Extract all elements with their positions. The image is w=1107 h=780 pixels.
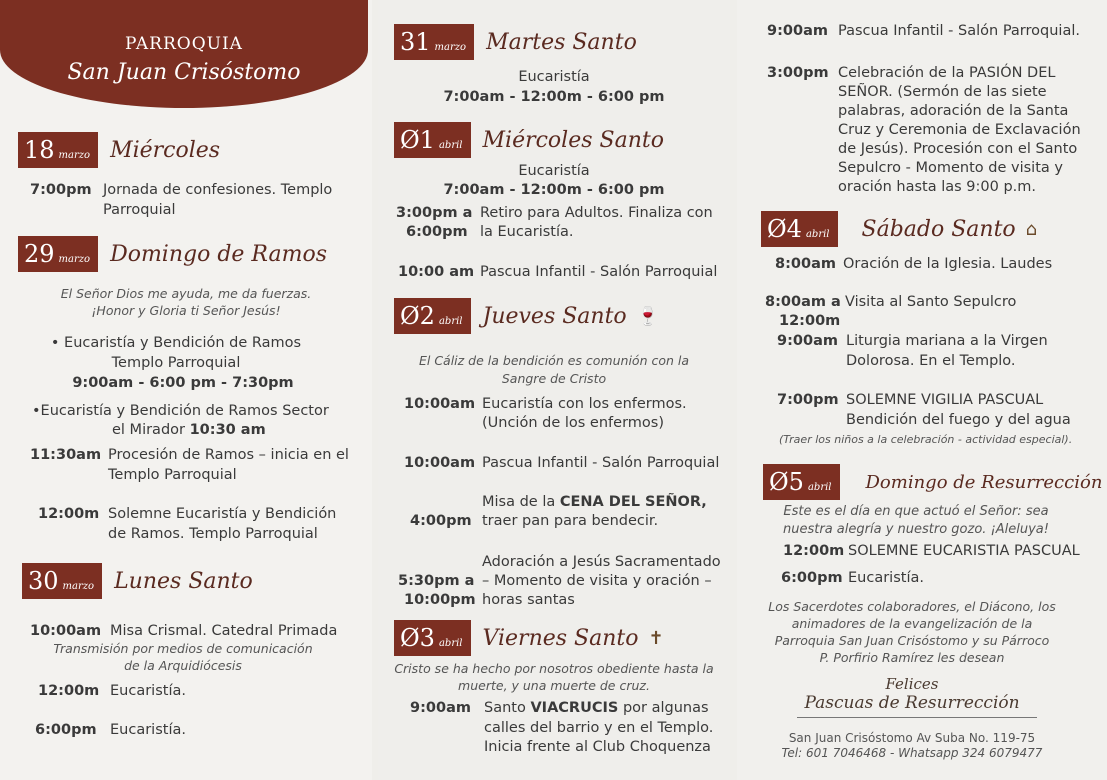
day-name: Domingo de Ramos — [110, 241, 328, 267]
event-desc-text: por algunas — [618, 700, 709, 716]
day-header-18 — [18, 132, 220, 168]
event-time: 12:00m — [38, 683, 100, 699]
event-times: 7:00am - 12:00m - 6:00 pm — [443, 182, 665, 198]
day-header-03 — [394, 620, 664, 656]
date-badge — [394, 298, 471, 334]
event-time: 11:30am — [30, 447, 102, 463]
event-desc: calles del barrio y en el Templo. — [484, 720, 714, 736]
date-month: marzo — [434, 42, 467, 53]
event-time: 10:30 am — [189, 422, 266, 438]
greeting-line2: Pascuas de Resurrección — [804, 693, 1020, 713]
contact-phone: Tel: 601 7046468 - Whatsapp 324 6079477 — [781, 746, 1043, 760]
column-right — [737, 0, 1107, 780]
day-name: Miércoles Santo — [482, 127, 664, 153]
event-time: 10:00am — [404, 455, 476, 471]
column-left — [0, 0, 372, 780]
event-desc: Dolorosa. En el Templo. — [846, 353, 1016, 369]
event-desc: •Eucaristía y Bendición de Ramos Sector — [32, 403, 329, 419]
date-month: marzo — [58, 254, 91, 265]
date-number: Ø3 — [400, 624, 435, 652]
event-desc: Retiro para Adultos. Finaliza con — [480, 205, 713, 221]
quote: Este es el día en que actuó el Señor: sea — [783, 504, 1049, 519]
event-desc: Eucaristía — [518, 163, 590, 179]
event-time: 12:00m — [38, 506, 100, 522]
date-badge — [394, 24, 474, 60]
event-desc: Visita al Santo Sepulcro — [845, 294, 1017, 310]
event-desc: SEÑOR. (Sermón de las siete — [838, 84, 1047, 100]
event-time: 9:00am — [410, 700, 471, 716]
event-note: Transmisión por medios de comunicación — [53, 641, 313, 656]
date-month: marzo — [62, 581, 95, 592]
event-desc: SOLEMNE EUCARISTIA PASCUAL — [848, 543, 1080, 559]
event-desc: Bendición del fuego y del agua — [846, 412, 1071, 428]
quote: El Señor Dios me ayuda, me da fuerzas. — [60, 286, 312, 301]
event-time: 7:00pm — [777, 392, 839, 408]
quote: nuestra alegría y nuestro gozo. ¡Aleluya! — [783, 522, 1049, 537]
event-time: 5:30pm a — [398, 573, 475, 589]
date-badge — [18, 132, 98, 168]
date-month: abril — [805, 229, 830, 240]
date-number: Ø4 — [767, 215, 802, 243]
event-desc: horas santas — [482, 592, 575, 608]
event-desc: Eucaristía. — [110, 683, 186, 699]
footer-text: P. Porfirio Ramírez les desean — [819, 650, 1005, 665]
cross-icon: ✝ — [648, 627, 664, 649]
day-name: Domingo de Resurrección — [865, 471, 1103, 493]
event-time: 10:00pm — [404, 592, 476, 608]
event-time: 3:00pm a — [396, 205, 473, 221]
date-number: 29 — [24, 240, 55, 268]
event-time: 12:00m — [779, 313, 841, 329]
event-desc: oración hasta las 9:00 p.m. — [838, 179, 1036, 195]
event-desc: Misa Crismal. Catedral Primada — [110, 623, 338, 639]
date-badge — [394, 122, 471, 158]
parish-banner — [0, 0, 368, 108]
quote: Cristo se ha hecho por nosotros obediente hasta la — [394, 661, 714, 676]
event-desc-highlight: CENA DEL SEÑOR, — [559, 494, 707, 510]
event-times: 9:00am - 6:00 pm - 7:30pm — [72, 375, 294, 391]
day-name: Viernes Santo — [482, 625, 639, 651]
event-desc-highlight: VIACRUCIS — [530, 700, 619, 716]
event-desc: Inicia frente al Club Choquenza — [484, 739, 711, 755]
event-desc: (Unción de los enfermos) — [482, 415, 664, 431]
day-header-05 — [763, 464, 1102, 500]
date-badge — [18, 236, 98, 272]
date-number: Ø5 — [769, 468, 804, 496]
event-desc: Parroquial — [103, 202, 176, 218]
event-desc: Sepulcro - Momento de visita y — [838, 160, 1063, 176]
event-desc: Liturgia mariana a la Virgen — [846, 333, 1048, 349]
event-time: 12:00m — [783, 543, 845, 559]
day-name: Sábado Santo — [861, 216, 1016, 242]
event-desc: la Eucaristía. — [480, 224, 574, 240]
event-desc: • Eucaristía y Bendición de Ramos — [50, 335, 302, 351]
event-time: 9:00am — [777, 333, 838, 349]
event-time: 4:00pm — [410, 513, 472, 529]
event-desc: Templo Parroquial — [108, 467, 237, 483]
date-badge — [22, 563, 102, 599]
date-month: abril — [807, 482, 832, 493]
event-desc: SOLEMNE VIGILIA PASCUAL — [846, 392, 1044, 408]
event-time: 6:00pm — [781, 570, 843, 586]
day-header-04 — [761, 211, 1037, 247]
event-desc: Oración de la Iglesia. Laudes — [843, 256, 1053, 272]
date-number: 18 — [24, 136, 55, 164]
event-desc: – Momento de visita y oración – — [482, 573, 712, 589]
day-header-31 — [394, 24, 637, 60]
event-desc: Procesión de Ramos – inicia en el — [108, 447, 349, 463]
banner-line2: San Juan Crisóstomo — [67, 60, 301, 85]
event-desc — [482, 492, 707, 512]
event-desc: Pascua Infantil - Salón Parroquial. — [838, 23, 1080, 39]
event-desc: Eucaristía — [518, 69, 590, 85]
banner-line1: PARROQUIA — [125, 34, 243, 54]
event-time: 10:00 am — [398, 264, 475, 280]
day-header-02 — [394, 298, 659, 334]
date-number: 31 — [400, 28, 431, 56]
event-note: (Traer los niños a la celebración - actividad especial). — [779, 433, 1073, 446]
event-desc — [484, 698, 709, 718]
tomb-icon: ⌂ — [1025, 218, 1038, 240]
event-note: de la Arquidiócesis — [124, 658, 242, 673]
event-desc-text: el Mirador — [112, 422, 185, 438]
day-header-30 — [22, 563, 253, 599]
chalice-icon: 🍷 — [636, 305, 660, 327]
event-desc: palabras, adoración de la Santa — [838, 103, 1069, 119]
day-name: Miércoles — [110, 137, 221, 163]
divider — [797, 717, 1037, 718]
day-name: Lunes Santo — [114, 568, 253, 594]
event-time: 3:00pm — [767, 65, 829, 81]
date-badge — [394, 620, 471, 656]
event-desc: traer pan para bendecir. — [482, 513, 659, 529]
date-number: 30 — [28, 567, 59, 595]
event-time: 10:00am — [30, 623, 102, 639]
event-desc: Celebración de la PASIÓN DEL — [838, 65, 1056, 81]
address: San Juan Crisóstomo Av Suba No. 119-75 — [788, 731, 1036, 745]
event-desc: Jornada de confesiones. Templo — [103, 182, 333, 198]
event-desc: Cruz y Ceremonia de Exclavación — [838, 122, 1081, 138]
event-desc — [112, 420, 266, 440]
event-desc: Pascua Infantil - Salón Parroquial — [480, 264, 718, 280]
footer-text: Parroquia San Juan Crisóstomo y su Párroco — [774, 633, 1050, 648]
event-desc-text: Santo — [484, 700, 531, 716]
event-time: 10:00am — [404, 396, 476, 412]
date-number: Ø2 — [400, 302, 435, 330]
event-desc: Eucaristía con los enfermos. — [482, 396, 687, 412]
event-desc: Solemne Eucaristía y Bendición — [108, 506, 337, 522]
quote: muerte, y una muerte de cruz. — [458, 678, 650, 693]
event-time: 6:00pm — [406, 224, 468, 240]
event-desc: Eucaristía. — [110, 722, 186, 738]
event-time: 8:00am a — [765, 294, 841, 310]
event-desc-text: Misa de la — [482, 494, 560, 510]
quote: ¡Honor y Gloria ti Señor Jesús! — [91, 303, 281, 318]
event-time: 8:00am — [775, 256, 836, 272]
day-name: Jueves Santo — [482, 303, 627, 329]
date-month: abril — [438, 140, 463, 151]
date-month: abril — [438, 316, 463, 327]
event-desc: Adoración a Jesús Sacramentado — [482, 554, 721, 570]
event-time: 9:00am — [767, 23, 828, 39]
event-desc: de Ramos. Templo Parroquial — [108, 526, 318, 542]
event-times: 7:00am - 12:00m - 6:00 pm — [443, 89, 665, 105]
quote: El Cáliz de la bendición es comunión con la — [418, 353, 690, 368]
date-number: Ø1 — [400, 126, 435, 154]
date-month: marzo — [58, 150, 91, 161]
greeting-line1: Felices — [885, 675, 939, 693]
event-desc: Pascua Infantil - Salón Parroquial — [482, 455, 720, 471]
date-month: abril — [438, 638, 463, 649]
event-time: 6:00pm — [35, 722, 97, 738]
footer-text: animadores de la evangelización de la — [791, 616, 1033, 631]
event-desc: Templo Parroquial — [111, 355, 241, 371]
day-header-29 — [18, 236, 327, 272]
event-desc: de Jesús). Procesión con el Santo — [838, 141, 1078, 157]
column-middle — [378, 0, 730, 780]
date-badge — [763, 464, 840, 500]
date-badge — [761, 211, 838, 247]
day-header-01 — [394, 122, 664, 158]
quote: Sangre de Cristo — [501, 371, 607, 386]
event-desc: Eucaristía. — [848, 570, 924, 586]
footer-text: Los Sacerdotes colaboradores, el Diácono, los — [768, 599, 1056, 614]
event-time: 7:00pm — [30, 182, 92, 198]
day-name: Martes Santo — [486, 29, 637, 55]
